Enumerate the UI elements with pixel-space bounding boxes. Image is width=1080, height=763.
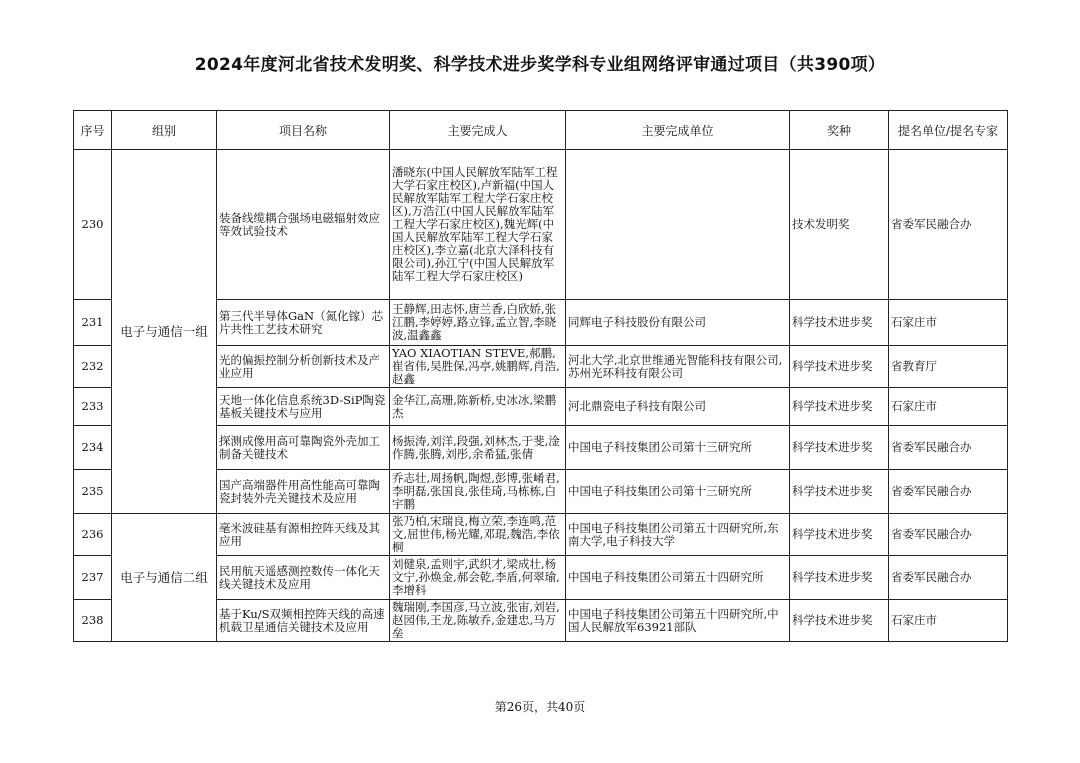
- row-project: 民用航天遥感测控数传一体化天线关键技术及应用: [217, 556, 390, 600]
- table-row: [74, 514, 1008, 556]
- row-people: 王静辉,田志怀,唐兰香,白欣娇,张江鹏,李婷婷,路立锋,孟立智,李晓波,温鑫鑫: [390, 300, 566, 346]
- row-award: 技术发明奖: [790, 150, 889, 300]
- row-nominator: 省委军民融合办: [889, 470, 1008, 514]
- group-cell: 电子与通信二组: [112, 514, 217, 642]
- row-award: 科学技术进步奖: [790, 600, 889, 642]
- header-award: 奖种: [790, 111, 889, 150]
- row-units: 河北鼎瓷电子科技有限公司: [566, 388, 790, 426]
- row-people: 潘晓东(中国人民解放军陆军工程大学石家庄校区),卢新福(中国人民解放军陆军工程大学石家庄校区),万浩江(中国人民解放军陆军工程大学石家庄校区),魏光辉(中国人民解放军陆军工程大学石家庄校区),李立嘉(北京大泽科技有限公司),孙江宁(中国人民解放军陆军工程大学石家庄校区): [390, 150, 566, 300]
- row-project: 天地一体化信息系统3D-SiP陶瓷基板关键技术与应用: [217, 388, 390, 426]
- row-award: 科学技术进步奖: [790, 514, 889, 556]
- row-units: 中国电子科技集团公司第十三研究所: [566, 426, 790, 470]
- row-people: 张乃柏,宋瑞良,梅立荣,李连鸣,范文,屈世伟,杨光耀,邓琨,魏浩,李依桐: [390, 514, 566, 556]
- row-units: 中国电子科技集团公司第五十四研究所: [566, 556, 790, 600]
- row-project: 第三代半导体GaN（氮化镓）芯片共性工艺技术研究: [217, 300, 390, 346]
- row-award: 科学技术进步奖: [790, 426, 889, 470]
- row-project: 基于Ku/S双频相控阵天线的高速机载卫星通信关键技术及应用: [217, 600, 390, 642]
- row-award: 科学技术进步奖: [790, 388, 889, 426]
- row-nominator: 石家庄市: [889, 300, 1008, 346]
- row-seq: 237: [74, 556, 112, 600]
- row-seq: 232: [74, 346, 112, 388]
- row-people: 杨振涛,刘洋,段强,刘林杰,于斐,淦作腾,张腾,刘彤,余希猛,张倩: [390, 426, 566, 470]
- row-people: 刘健泉,孟则宇,武织才,梁成壮,杨文宁,孙焕金,郝会乾,李盾,何翠瑜,李增科: [390, 556, 566, 600]
- row-award: 科学技术进步奖: [790, 556, 889, 600]
- header-seq: 序号: [74, 111, 112, 150]
- header-group: 组别: [112, 111, 217, 150]
- row-nominator: 石家庄市: [889, 600, 1008, 642]
- row-units: 中国电子科技集团公司第五十四研究所,东南大学,电子科技大学: [566, 514, 790, 556]
- row-nominator: 省委军民融合办: [889, 556, 1008, 600]
- row-units: 中国电子科技集团公司第五十四研究所,中国人民解放军63921部队: [566, 600, 790, 642]
- row-award: 科学技术进步奖: [790, 300, 889, 346]
- row-project: 毫米波硅基有源相控阵天线及其应用: [217, 514, 390, 556]
- header-project: 项目名称: [217, 111, 390, 150]
- row-nominator: 省委军民融合办: [889, 514, 1008, 556]
- page-title: 2024年度河北省技术发明奖、科学技术进步奖学科专业组网络评审通过项目（共390项）: [194, 55, 886, 75]
- row-seq: 235: [74, 470, 112, 514]
- group-cell: 电子与通信一组: [112, 150, 217, 514]
- row-project: 探测成像用高可靠陶瓷外壳加工制备关键技术: [217, 426, 390, 470]
- page-footer: 第26页，共40页: [494, 700, 586, 714]
- row-award: 科学技术进步奖: [790, 346, 889, 388]
- row-award: 科学技术进步奖: [790, 470, 889, 514]
- row-seq: 231: [74, 300, 112, 346]
- row-people: YAO XIAOTIAN STEVE,郝鹏,崔省伟,吴胜保,冯亭,姚鹏辉,肖浩,赵鑫: [390, 346, 566, 388]
- row-units: 中国电子科技集团公司第十三研究所: [566, 470, 790, 514]
- row-units: [566, 150, 790, 300]
- row-nominator: 石家庄市: [889, 388, 1008, 426]
- row-people: 金华江,高珊,陈新桥,史冰冰,梁鹏杰: [390, 388, 566, 426]
- row-units: 河北大学,北京世维通光智能科技有限公司,苏州光环科技有限公司: [566, 346, 790, 388]
- row-nominator: 省委军民融合办: [889, 150, 1008, 300]
- row-seq: 238: [74, 600, 112, 642]
- table-row: [74, 150, 1008, 300]
- row-people: 魏瑞刚,李国彦,马立波,张宙,刘岩,赵园伟,王龙,陈敏乔,金建忠,马万垒: [390, 600, 566, 642]
- header-nominator: 提名单位/提名专家: [889, 111, 1008, 150]
- row-project: 装备线缆耦合强场电磁辐射效应等效试验技术: [217, 150, 390, 300]
- row-people: 乔志壮,周扬帆,陶煜,彭博,张崤君,李明磊,张国良,张佳琦,马栋栋,白宇鹏: [390, 470, 566, 514]
- awards-table: [73, 110, 1008, 642]
- row-nominator: 省教育厅: [889, 346, 1008, 388]
- row-seq: 230: [74, 150, 112, 300]
- table-header-row: [74, 111, 1008, 150]
- row-project: 光的偏振控制分析创新技术及产业应用: [217, 346, 390, 388]
- row-units: 同辉电子科技股份有限公司: [566, 300, 790, 346]
- row-seq: 233: [74, 388, 112, 426]
- row-seq: 236: [74, 514, 112, 556]
- row-seq: 234: [74, 426, 112, 470]
- header-people: 主要完成人: [390, 111, 566, 150]
- row-project: 国产高端器件用高性能高可靠陶瓷封装外壳关键技术及应用: [217, 470, 390, 514]
- row-nominator: 省委军民融合办: [889, 426, 1008, 470]
- header-units: 主要完成单位: [566, 111, 790, 150]
